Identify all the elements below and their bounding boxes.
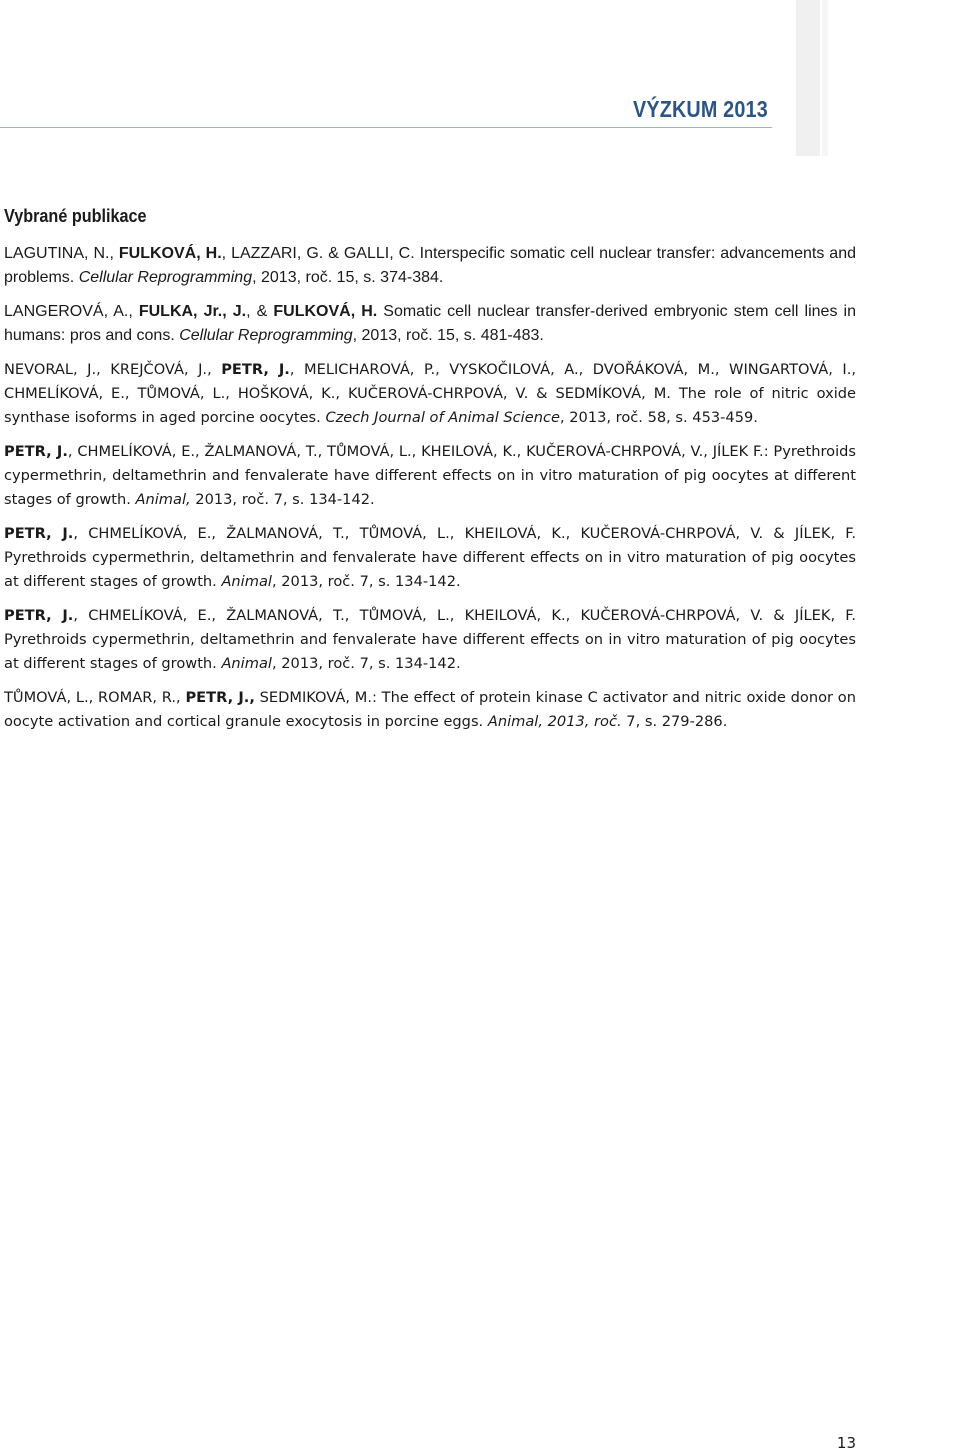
journal-name: Animal, 2013, roč. — [487, 713, 622, 730]
citation-text: , 2013, roč. 7, s. 134-142. — [271, 573, 461, 590]
author-highlight: FULKOVÁ, H. — [118, 245, 222, 262]
journal-name: Czech Journal of Animal Science — [325, 409, 560, 426]
citation-text: NEVORAL, J., KREJČOVÁ, J., — [4, 361, 222, 378]
citation-text: , LAZZARI, G. & GALLI, C. Interspecific somatic cell nuclear transfer: advancements and problems. — [4, 245, 857, 286]
publication-entry — [4, 686, 856, 734]
citation-text: , & — [246, 303, 274, 320]
publication-entry — [4, 242, 856, 290]
citation-text: , CHMELÍKOVÁ, E., ŽALMANOVÁ, T., TŮMOVÁ, L., KHEILOVÁ, K., KUČEROVÁ-CHRPOVÁ, V. & JÍLEK, F. Pyrethroids cypermethrin, deltamethrin and fenvalerate have different effects on in vitro maturation of pig oocytes at different stages of growth. — [4, 607, 856, 672]
citation-text: SEDMIKOVÁ, M.: The effect of protein kinase C activator and nitric oxide donor on oocyte activation and cortical granule exocytosis in porcine eggs. — [4, 689, 856, 730]
section-title: Vybrané publikace — [4, 206, 147, 226]
publication-entry — [4, 604, 856, 676]
author-highlight: FULKOVÁ, H. — [273, 303, 378, 320]
header-decor-bar — [796, 0, 820, 156]
journal-name: Animal, — [135, 491, 191, 508]
journal-name: Animal — [221, 655, 272, 672]
publication-entry — [4, 440, 856, 512]
citation-text: Somatic cell nuclear transfer-derived embryonic stem cell lines in humans: pros and cons. — [4, 303, 856, 344]
journal-name: Cellular Reprogramming — [179, 327, 353, 344]
author-highlight: PETR, J. — [221, 361, 290, 378]
header-divider — [0, 127, 772, 128]
page-header-title: VÝZKUM 2013 — [633, 96, 768, 122]
citation-text: , CHMELÍKOVÁ, E., ŽALMANOVÁ, T., TŮMOVÁ, L., KHEILOVÁ, K., KUČEROVÁ-CHRPOVÁ, V. & JÍLEK, F. Pyrethroids cypermethrin, deltamethrin and fenvalerate have different effects on in vitro maturation of pig oocytes at different stages of growth. — [4, 525, 856, 590]
publication-entry — [4, 358, 856, 430]
citation-text: , 2013, roč. 58, s. 453-459. — [559, 409, 758, 426]
journal-name: Animal — [221, 573, 272, 590]
publication-list — [4, 242, 856, 744]
publication-entry — [4, 300, 856, 348]
author-highlight: PETR, J. — [4, 525, 74, 542]
publication-entry — [4, 522, 856, 594]
citation-text: , CHMELÍKOVÁ, E., ŽALMANOVÁ, T., TŮMOVÁ, L., KHEILOVÁ, K., KUČEROVÁ-CHRPOVÁ, V., JÍLEK F.: Pyrethroids cypermethrin, deltamethrin and fenvalerate have different effects on in vitro maturation of pig oocytes at different stages of growth. — [4, 443, 857, 508]
journal-name: Cellular Reprogramming — [78, 269, 253, 286]
page-number: 13 — [836, 1434, 856, 1452]
citation-text: LAGUTINA, N., — [4, 245, 119, 262]
citation-text: , 2013, roč. 15, s. 481-483. — [352, 327, 544, 344]
citation-text: 7, s. 279-286. — [621, 713, 728, 730]
author-highlight: FULKA, Jr., J. — [138, 303, 247, 320]
author-highlight: PETR, J., — [185, 689, 255, 706]
citation-text: , MELICHAROVÁ, P., VYSKOČILOVÁ, A., DVOŘÁKOVÁ, M., WINGARTOVÁ, I., CHMELÍKOVÁ, E., TŮMOVÁ, L., HOŠKOVÁ, K., KUČEROVÁ-CHRPOVÁ, V. & SEDMÍKOVÁ, M. The role of nitric oxide synthase isoforms in aged porcine oocytes. — [4, 361, 857, 426]
citation-text: TŮMOVÁ, L., ROMAR, R., — [4, 689, 186, 706]
header-decor-bar-thin — [822, 0, 828, 156]
author-highlight: PETR, J. — [4, 443, 68, 460]
author-highlight: PETR, J. — [4, 607, 74, 624]
citation-text: , 2013, roč. 7, s. 134-142. — [271, 655, 461, 672]
citation-text: , 2013, roč. 15, s. 374-384. — [252, 269, 444, 286]
citation-text: LANGEROVÁ, A., — [4, 303, 139, 320]
citation-text: 2013, roč. 7, s. 134-142. — [190, 491, 375, 508]
